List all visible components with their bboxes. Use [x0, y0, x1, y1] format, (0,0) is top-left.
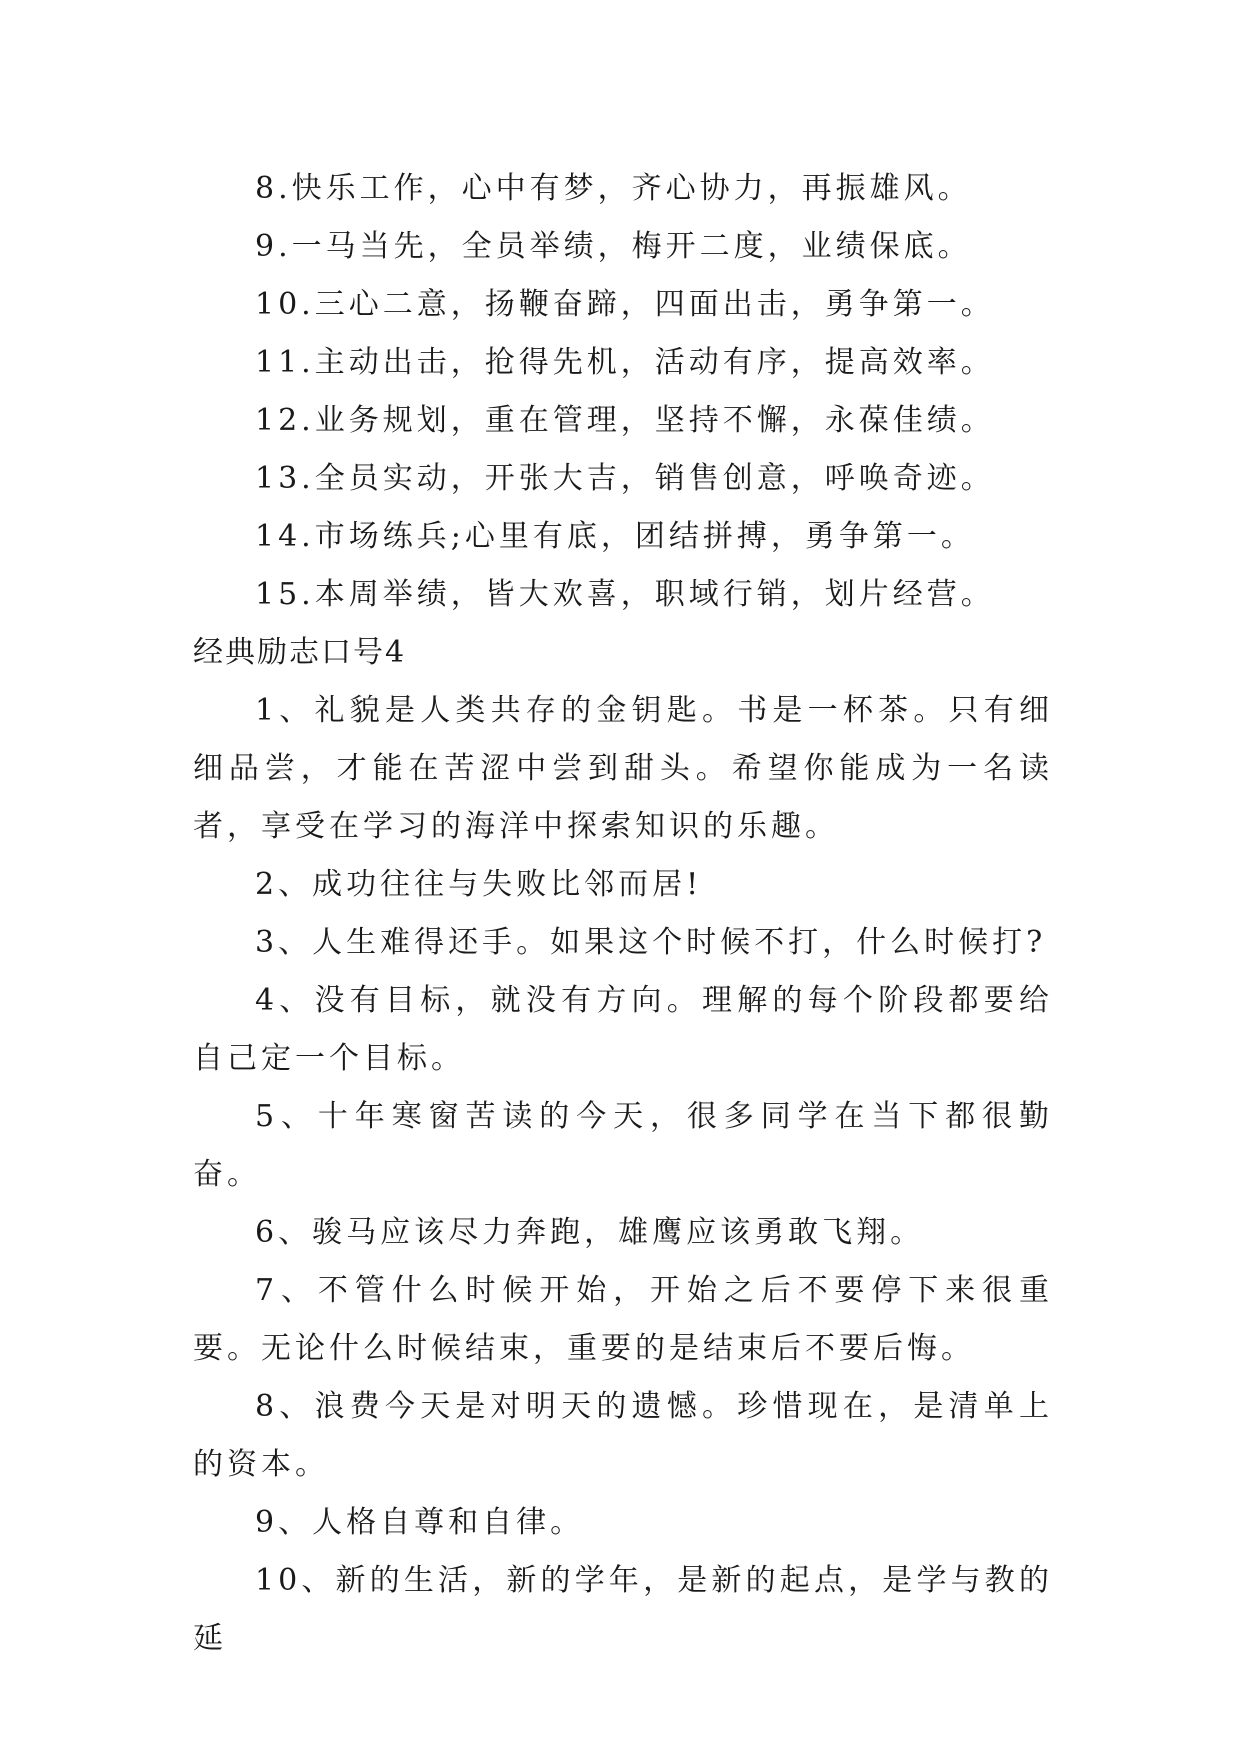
- paragraph: 1、礼貌是人类共存的金钥匙。书是一杯茶。只有细细品尝，才能在苦涩中尝到甜头。希望你能成为一名读者，享受在学习的海洋中探索知识的乐趣。: [193, 693, 1053, 844]
- list-item: 11.主动出击，抢得先机，活动有序，提高效率。: [255, 345, 995, 380]
- list-item: 9.一马当先，全员举绩，梅开二度，业绩保底。: [255, 229, 972, 264]
- paragraph: 2、成功往往与失败比邻而居!: [255, 867, 703, 902]
- list-item: 10.三心二意，扬鞭奋蹄，四面出击，勇争第一。: [255, 287, 995, 322]
- paragraph: 9、人格自尊和自律。: [255, 1505, 585, 1540]
- section-heading: 经典励志口号4: [193, 635, 407, 670]
- paragraph: 7、不管什么时候开始，开始之后不要停下来很重要。无论什么时候结束，重要的是结束后不要后悔。: [193, 1273, 1053, 1366]
- paragraph: 6、骏马应该尽力奔跑，雄鹰应该勇敢飞翔。: [255, 1215, 925, 1250]
- list-item: 13.全员实动，开张大吉，销售创意，呼唤奇迹。: [255, 461, 995, 496]
- paragraph: 10、新的生活，新的学年，是新的起点，是学与教的延: [193, 1563, 1053, 1656]
- paragraph: 5、十年寒窗苦读的今天，很多同学在当下都很勤奋。: [193, 1099, 1053, 1192]
- paragraph: 3、人生难得还手。如果这个时候不打，什么时候打?: [255, 925, 1047, 960]
- list-item: 15.本周举绩，皆大欢喜，职域行销，划片经营。: [255, 577, 995, 612]
- list-item: 14.市场练兵;心里有底，团结拼搏，勇争第一。: [255, 519, 975, 554]
- list-item: 12.业务规划，重在管理，坚持不懈，永葆佳绩。: [255, 403, 995, 438]
- list-item: 8.快乐工作，心中有梦，齐心协力，再振雄风。: [255, 171, 972, 206]
- document-body: [193, 160, 1053, 1668]
- paragraph: 4、没有目标，就没有方向。理解的每个阶段都要给自己定一个目标。: [193, 983, 1053, 1076]
- paragraph: 8、浪费今天是对明天的遗憾。珍惜现在，是清单上的资本。: [193, 1389, 1053, 1482]
